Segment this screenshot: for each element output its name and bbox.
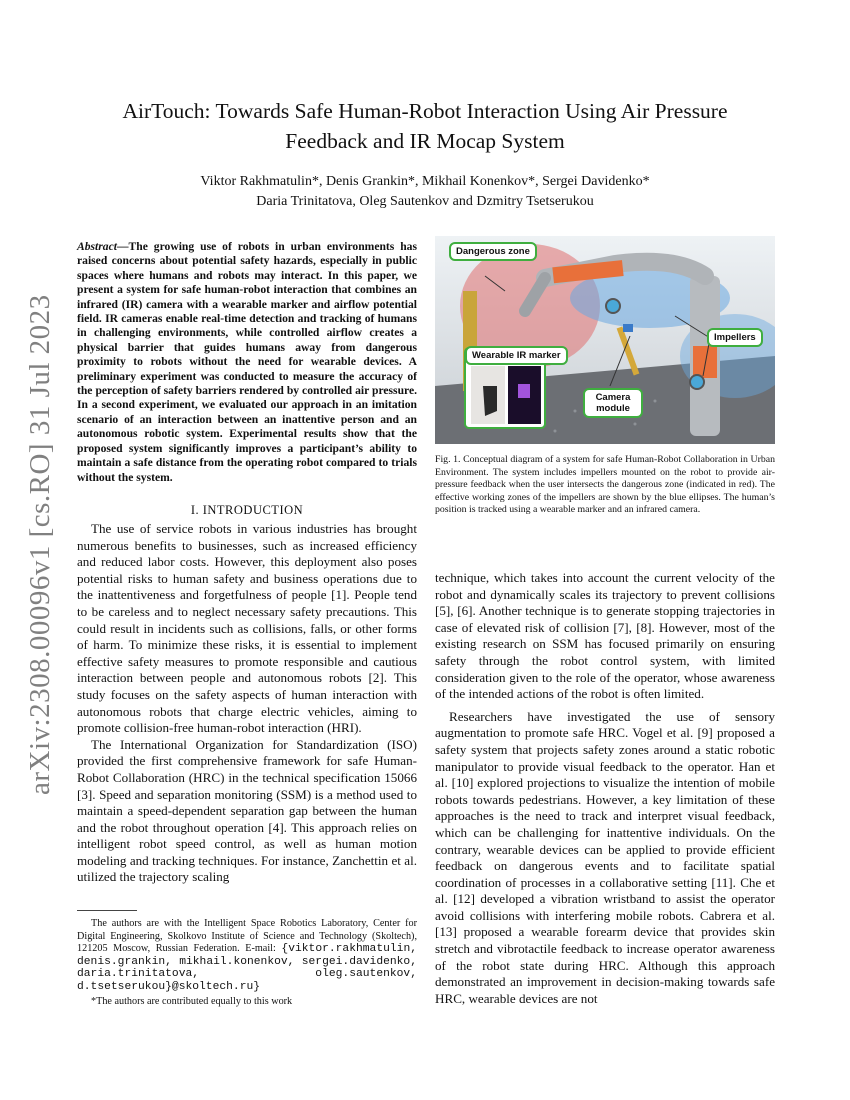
abstract-text: The growing use of robots in urban environments has raised concerns about potential safety hazards, especially in public spaces where humans and robots may interact. In this paper, we present a system for safe human-robot interaction that combines an infrared (IR) camera with a wearable marker and airflow potential field. IR cameras enable real-time detection and tracking of humans in challenging environments, while controlled airflow creates a physical barrier that guides humans away from dangerous proximity to robots without the need for wearable devices. A preliminary experiment was conducted to measure the accuracy of the perception of safety barriers rendered by controlled air pressure. In a second experiment, we evaluated our approach in an imitation scenario of an interaction between an inattentive person and an autonomous robotic system. Experimental results show that the proposed system significantly improves a participant’s ability to maintain a safe distance from the operating robot compared to trials without the system.	[77, 240, 417, 484]
marker-inset-wristband	[483, 386, 497, 416]
title-line-2: Feedback and IR Mocap System	[285, 129, 565, 153]
intro-right-column	[435, 570, 775, 1007]
impeller-upper	[606, 299, 620, 313]
label-dangerous-zone: Dangerous zone	[449, 242, 537, 261]
footnote-rule	[77, 910, 137, 911]
label-wearable-ir-marker: Wearable IR marker	[465, 346, 568, 365]
section-heading-introduction: I. INTRODUCTION	[190, 503, 304, 517]
intro-paragraph-4: Researchers have investigated the use of sensory augmentation to promote safe HRC. Vogel et al. [9] proposed a safety system that projects safety zones around a static robotic manipulator to provide visual feedback to the operator. Han et al. [10] explored projections to visualize the intention of mobile robots towards pedestrians. However, a key limitation of these approaches is the need to track and interpret visual feedback, which can be challenging for inattentive individuals. On the contrary, wearable devices can be applied to provide efficient feedback on dangerous events and to facilitate spatial coordination of processes in a collaborative setting [11]. Che et al. [12] developed a vibration wristband to assist the operator avoid collisions with interfering mobile robots. Cabrera et al. [13] proposed a wearable forearm device that provides skin stretch and vibrotactile feedback to increase operator awareness of the robot state during HRC. Although this approach demonstrated an improvement in decision-making towards safe HRC, wearable devices are not	[435, 708, 775, 1006]
robot-orange-joint	[693, 346, 717, 378]
intro-paragraph-1: The use of service robots in various industries has brought numerous benefits to businesses, such as increased efficiency and reduced labor costs. However, this deployment also poses potential risks to human safety and business operations due to the inattentiveness and forgetfulness of people [1]. People tend to be careless and to neglect necessary safety precautions. This could result in incidents such as collisions, falls, or other forms of harm. To minimize these risks, it is essential to implement effective safety measures to promote responsible and cautious interaction between people and autonomous robots [2]. This study focuses on the safety aspects of human interaction with autonomous robots that charge electric vehicles, aiming to promote collision-free human-robot interaction (HRI).	[77, 521, 417, 736]
authors-line-2: Daria Trinitatova, Oleg Sautenkov and Dzmitry Tsetserukou	[256, 194, 594, 209]
marker-inset-ir-glow	[518, 384, 530, 398]
footnote-affiliation: The authors are with the Intelligent Space Robotics Laboratory, Center for Digital Engineering, Skolkovo Institute of Science and Technology (Skoltech), 121205 Moscow, Russian Federation. E-mail:	[77, 918, 417, 955]
abstract	[77, 240, 417, 485]
intro-left-column	[77, 521, 417, 886]
camera-head	[623, 324, 633, 332]
label-camera-module: Camera module	[583, 388, 643, 418]
footnote-emails: {viktor.rakhmatulin, denis.grankin, mikhail.konenkov, sergei.davidenko, daria.trinitatova, oleg.sautenkov, d.tsetserukou}@skoltech.ru}	[77, 943, 418, 993]
paper-title	[60, 96, 790, 156]
figure-1-image	[435, 236, 775, 444]
impeller-lower	[690, 375, 704, 389]
arxiv-sidebar-stamp: arXiv:2308.00096v1 [cs.RO] 31 Jul 2023	[24, 294, 56, 795]
title-line-1: AirTouch: Towards Safe Human-Robot Interaction Using Air Pressure	[122, 99, 728, 123]
footnote-equal-contribution: *The authors are contributed equally to this work	[91, 995, 293, 1007]
authors-line-1: Viktor Rakhmatulin*, Denis Grankin*, Mikhail Konenkov*, Sergei Davidenko*	[200, 174, 650, 189]
label-impellers: Impellers	[707, 328, 763, 347]
abstract-label: Abstract—	[77, 240, 129, 253]
figure-1-caption: Fig. 1. Conceptual diagram of a system for safe Human-Robot Collaboration in Urban Environment. The system includes impellers mounted on the robot to provide air-pressure feedback when the user intersects the dangerous zone (indicated in red). The effective working zones of the impellers are shown by the blue ellipses. The human’s position is tracked using a wearable marker and an infrared camera.	[435, 454, 775, 515]
intro-paragraph-2: The International Organization for Standardization (ISO) provided the first comprehensive framework for safe Human-Robot Collaboration (HRC) in the technical specification 15066 [3]. Speed and separation monitoring (SSM) is a method used to maintain a speed-dependent separation gap between the human and the robot throughout operation [4]. This approach relies on intelligent robot speed control, as well as human motion modeling and tracking techniques. For instance, Zanchettin et al. utilized the trajectory scaling	[77, 736, 417, 885]
intro-paragraph-3: technique, which takes into account the current velocity of the robot and dynamically scales its trajectory to prevent collisions [5], [6]. Another technique is to generate stopping trajectories in case of elevated risk of collision [7], [8]. However, most of the existing research on SSM has focused primarily on ensuring safety through the robot control system, with limited consideration given to the role of the operator, whose awareness of the intended actions of the robot is often limited.	[435, 570, 775, 702]
affiliation-footnote	[77, 918, 417, 1008]
author-list	[60, 172, 790, 212]
